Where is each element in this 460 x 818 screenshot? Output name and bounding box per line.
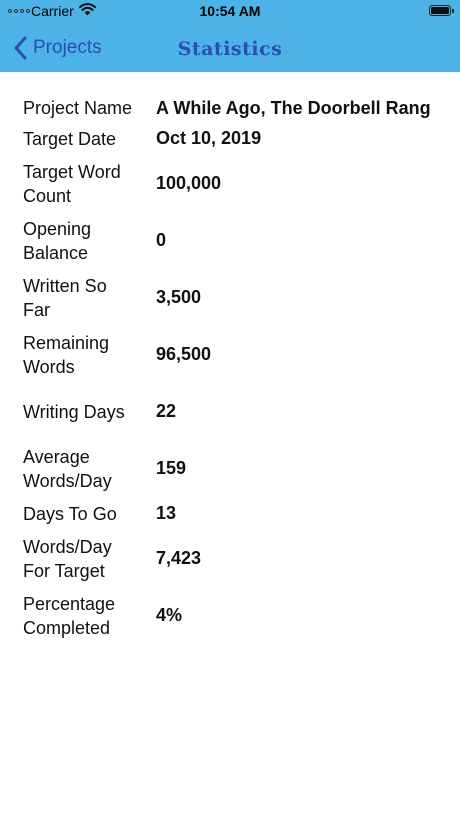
status-time: 10:54 AM [199,3,261,19]
stat-value: 159 [156,458,187,478]
statistics-list [23,92,443,644]
stat-label: Words/Day For Target [23,536,112,581]
stat-label: Target Date [23,128,117,149]
stat-value: 3,500 [156,287,202,307]
stat-row-project-name [23,94,443,122]
stat-row-writing-days [23,383,443,440]
carrier-name: Carrier [31,3,74,19]
back-button-label: Projects [33,37,102,58]
stat-label: Project Name [23,98,133,118]
stat-label: Target Word Count [23,161,121,206]
stat-row-written-so-far [23,269,443,326]
stat-row-target-word-count [23,155,443,212]
stat-label: Average Words/Day [23,446,112,491]
stat-row-percentage-completed [23,587,443,644]
stat-value: 7,423 [156,548,202,568]
stat-label: Percentage Completed [23,593,116,638]
stat-value: 0 [156,230,167,250]
navigation-header [0,0,460,72]
stat-row-days-to-go [23,497,443,530]
stat-value: 100,000 [156,173,222,193]
stat-label: Opening Balance [23,218,92,263]
stat-value: 13 [156,503,177,523]
stat-row-target-date [23,122,443,155]
stat-row-opening-balance [23,212,443,269]
stat-label: Remaining Words [23,332,110,377]
stat-label: Written So Far [23,275,107,320]
stat-row-remaining-words [23,326,443,383]
status-bar [0,0,460,24]
stat-value: 22 [156,401,177,421]
stat-value: 96,500 [156,344,212,364]
stat-row-average-words-day [23,440,443,497]
stat-row-words-day-for-target [23,530,443,587]
battery-icon [429,5,451,16]
stat-label: Days To Go [23,503,117,524]
stat-value: Oct 10, 2019 [156,128,262,148]
page-title: Statistics [177,38,283,60]
stat-label: Writing Days [23,401,125,422]
stat-value: 4% [156,605,183,625]
stat-value: A While Ago, The Doorbell Rang [156,97,431,118]
